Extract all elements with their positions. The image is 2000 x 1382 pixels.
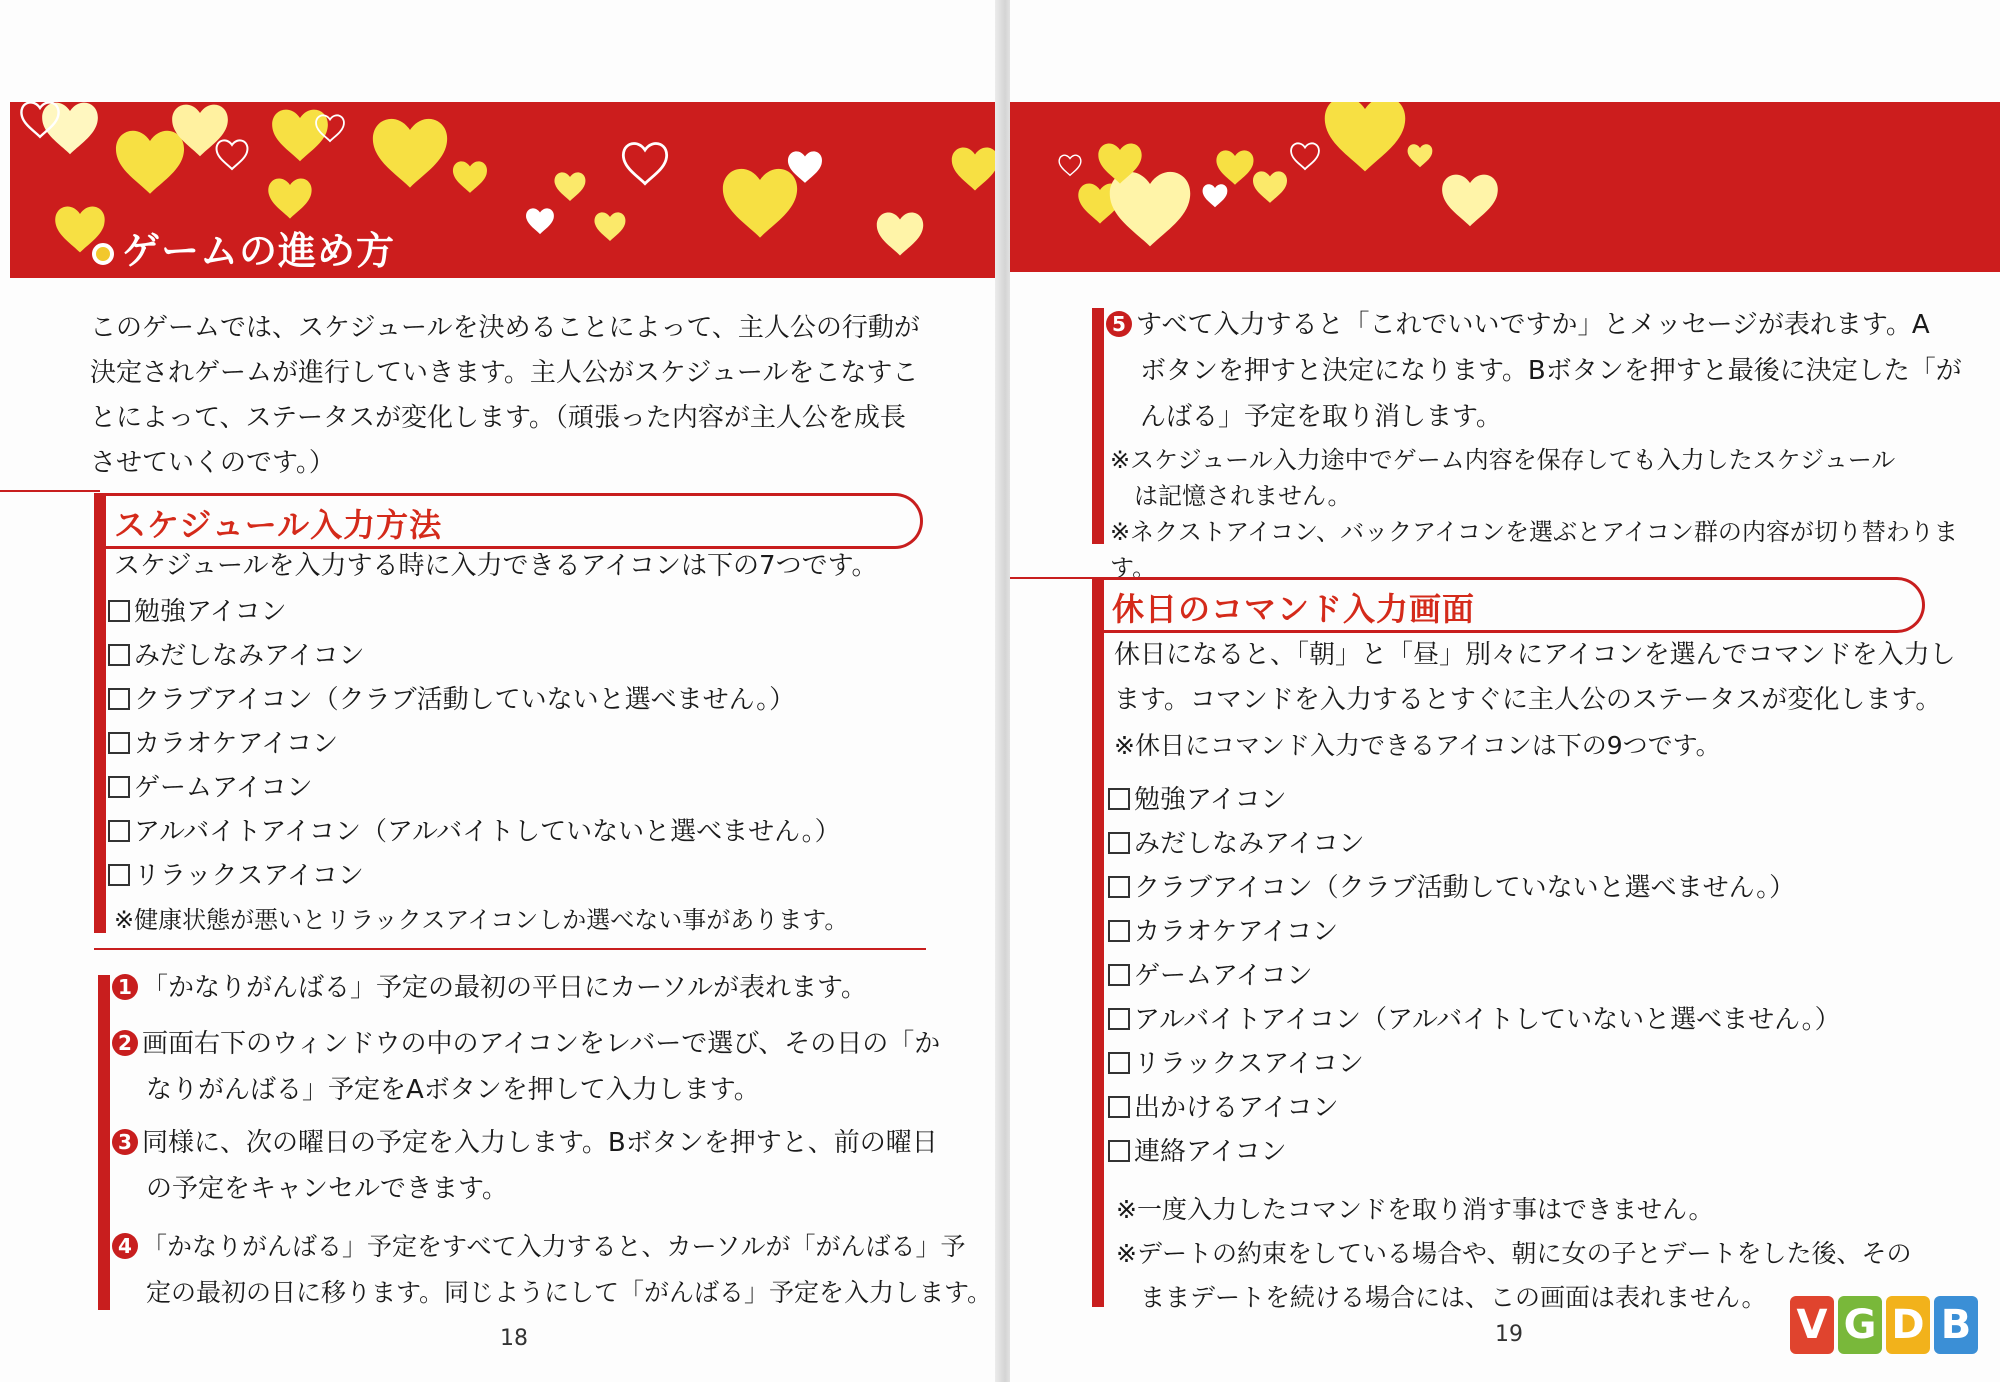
right-page bbox=[1010, 0, 2000, 1382]
checkbox-icon bbox=[108, 864, 130, 886]
divider bbox=[1010, 577, 1100, 579]
list-item: 勉強アイコン bbox=[108, 590, 841, 634]
list-item: クラブアイコン（クラブ活動していないと選べません。） bbox=[108, 678, 841, 722]
list-item: リラックスアイコン bbox=[108, 854, 841, 898]
checkbox-icon bbox=[1108, 1140, 1130, 1162]
list-item: アルバイトアイコン（アルバイトしていないと選べません。） bbox=[1108, 998, 1841, 1042]
checkbox-icon bbox=[1108, 1096, 1130, 1118]
hearts-decoration-right bbox=[1010, 102, 2000, 272]
list-item: みだしなみアイコン bbox=[1108, 822, 1841, 866]
list-item: カラオケアイコン bbox=[1108, 910, 1841, 954]
checkbox-icon bbox=[1108, 964, 1130, 986]
step-number: 2 bbox=[112, 1030, 138, 1056]
checkbox-icon bbox=[108, 644, 130, 666]
vgdb-watermark bbox=[1790, 1296, 1978, 1358]
step-number: 1 bbox=[112, 974, 138, 1000]
watermark-letter: V bbox=[1790, 1296, 1834, 1354]
checkbox-icon bbox=[1108, 1052, 1130, 1074]
heart-banner-right bbox=[1010, 102, 2000, 272]
step-number: 3 bbox=[112, 1129, 138, 1155]
checkbox-icon bbox=[1108, 832, 1130, 854]
step5-bar bbox=[1092, 308, 1104, 544]
icon-list bbox=[1108, 778, 1841, 1174]
intro-paragraph: このゲームでは、スケジュールを決めることによって、主人公の行動が決定されゲームが進行していきます。主人公がスケジュールをこなすことによって、ステータスが変化します。（頑張った内容が主人公を成長させていくのです。） bbox=[90, 313, 920, 478]
note-save: ※スケジュール入力途中でゲーム内容を保存しても入力したスケジュール は記憶されません。 ※ネクストアイコン、バックアイコンを選ぶとアイコン群の内容が切り替わります。 bbox=[1110, 446, 1958, 582]
list-item: 連絡アイコン bbox=[1108, 1130, 1841, 1174]
checkbox-icon bbox=[1108, 788, 1130, 810]
section-heading-box bbox=[1092, 577, 1925, 633]
health-note: ※健康状態が悪いとリラックスアイコンしか選べない事があります。 bbox=[114, 906, 849, 934]
list-item: 出かけるアイコン bbox=[1108, 1086, 1841, 1130]
step-4: 4 「かなりがんばる」予定をすべて入力すると、カーソルが「がんばる」予 定の最初の日に移ります。同じようにして「がんばる」予定を入力します。 bbox=[112, 1224, 992, 1316]
steps-bar bbox=[98, 975, 110, 1310]
checkbox-icon bbox=[108, 820, 130, 842]
list-item: リラックスアイコン bbox=[1108, 1042, 1841, 1086]
list-item: カラオケアイコン bbox=[108, 722, 841, 766]
step-1: 1 「かなりがんばる」予定の最初の平日にカーソルが表れます。 bbox=[112, 965, 867, 1011]
divider bbox=[0, 490, 100, 492]
step-3: 3 同様に、次の曜日の予定を入力します。Bボタンを押すと、前の曜日 の予定をキャンセルできます。 bbox=[112, 1120, 938, 1212]
checkbox-icon bbox=[108, 732, 130, 754]
section-lead: 休日になると、「朝」と「昼」別々にアイコンを選んでコマンドを入力し ます。コマンドを入力するとすぐに主人公のステータスが変化します。 ※休日にコマンド入力できるアイコンは下の9つです。 bbox=[1114, 640, 1956, 760]
checkbox-icon bbox=[1108, 920, 1130, 942]
checkbox-icon bbox=[1108, 876, 1130, 898]
page-title: ゲームの進め方 bbox=[92, 220, 395, 275]
checkbox-icon bbox=[108, 688, 130, 710]
section-heading: 休日のコマンド入力画面 bbox=[1112, 590, 1476, 628]
list-item: 勉強アイコン bbox=[1108, 778, 1841, 822]
watermark-letter: B bbox=[1934, 1296, 1978, 1354]
checkbox-icon bbox=[1108, 1008, 1130, 1030]
bullet-icon bbox=[92, 243, 114, 265]
watermark-letter: D bbox=[1886, 1296, 1930, 1354]
section-lead: スケジュールを入力する時に入力できるアイコンは下の7つです。 bbox=[114, 551, 878, 581]
list-item: クラブアイコン（クラブ活動していないと選べません。） bbox=[1108, 866, 1841, 910]
section-heading-box bbox=[94, 493, 923, 549]
section-bar bbox=[1092, 577, 1104, 1307]
list-item: みだしなみアイコン bbox=[108, 634, 841, 678]
holiday-notes: ※一度入力したコマンドを取り消す事はできません。 ※デートの約束をしている場合や、朝に女の子とデートをした後、その ままデートを続ける場合には、この画面は表れません。 bbox=[1116, 1195, 1912, 1312]
divider bbox=[94, 948, 926, 950]
step-2: 2 画面右下のウィンドウの中のアイコンをレバーで選び、その日の「か なりがんばる」予定をAボタンを押して入力します。 bbox=[112, 1021, 940, 1113]
checkbox-icon bbox=[108, 600, 130, 622]
list-item: ゲームアイコン bbox=[108, 766, 841, 810]
page-number: 19 bbox=[1495, 1322, 1523, 1347]
section-heading: スケジュール入力方法 bbox=[114, 506, 443, 544]
icon-list bbox=[108, 590, 841, 898]
step-5: 5 すべて入力すると「これでいいですか」とメッセージが表れます。A ボタンを押すと決定になります。Bボタンを押すと最後に決定した「が んばる」予定を取り消します。 bbox=[1106, 302, 1962, 440]
step-number: 4 bbox=[112, 1233, 138, 1259]
checkbox-icon bbox=[108, 776, 130, 798]
page-number: 18 bbox=[500, 1326, 528, 1351]
list-item: アルバイトアイコン（アルバイトしていないと選べません。） bbox=[108, 810, 841, 854]
list-item: ゲームアイコン bbox=[1108, 954, 1841, 998]
watermark-letter: G bbox=[1838, 1296, 1882, 1354]
step-number: 5 bbox=[1106, 311, 1132, 337]
section-bar bbox=[94, 493, 106, 933]
